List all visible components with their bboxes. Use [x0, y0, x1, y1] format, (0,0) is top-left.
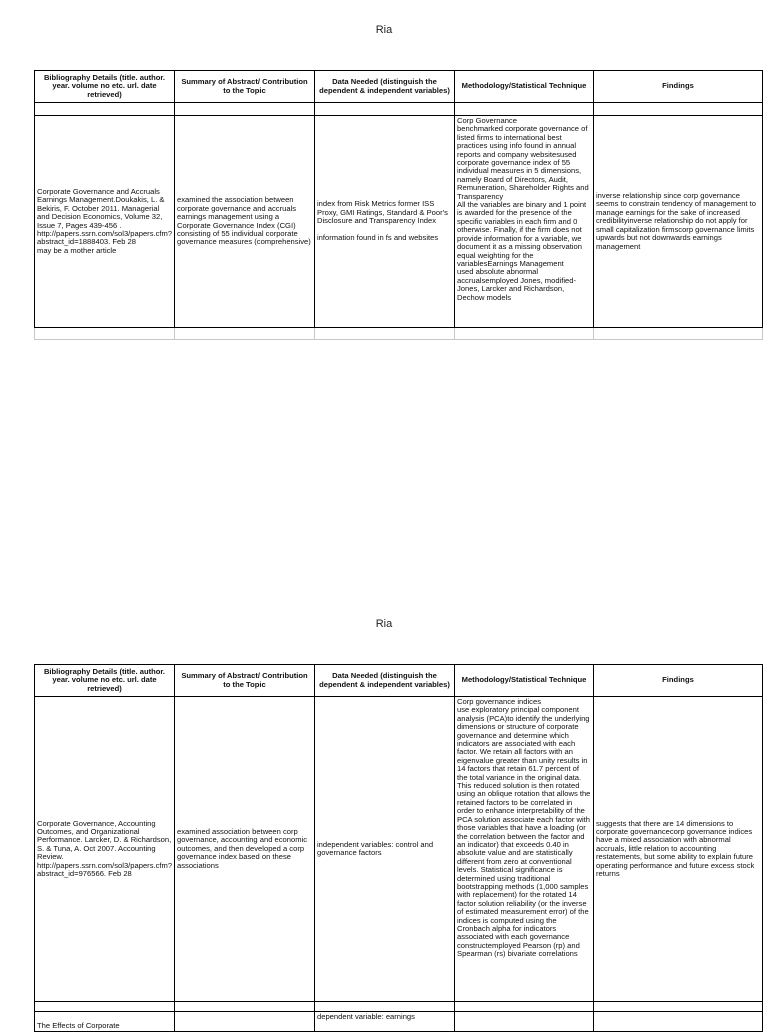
- header-methodology: Methodology/Statistical Technique: [455, 665, 594, 697]
- cell-findings: suggests that there are 14 dimensions to corporate governancecorp governance indices have a mixed association with abnormal accruals, little relation to accounting restatements, but some ability to explain future operating performance and future excess stock returns: [594, 697, 763, 1002]
- header-row: [35, 665, 763, 697]
- header-data-needed: Data Needed (distinguish the dependent & independent variables): [315, 71, 455, 103]
- cell-summary: examined the association between corporate governance and accruals earnings management using a Corporate Governance Index (CGI) consisting of 55 individual corporate governance measures (comprehensive): [175, 116, 315, 328]
- header-methodology: Methodology/Statistical Technique: [455, 71, 594, 103]
- cell-findings: [594, 1012, 763, 1032]
- cell-methodology: Corp Governance benchmarked corporate governance of listed firms to international best practices using info found in annual reports and company websitesused corporate governance index of 55 individual measures in 5 dimensions, namely Board of Directors, Audit, Remuneration, Shareholder Rights and Transparency All the variables are binary and 1 point is awarded for the presence of the specific variables in each firm and 0 otherwise. Finally, if the firm does not provide information for a variable, we document it as a missing observation equal weighting for the variablesEarnings Management used absolute abnormal accrualsemployed Jones, modified-Jones, Larcker and Richardson, Dechow models: [455, 116, 594, 328]
- table-row: [35, 697, 763, 1002]
- page-title: Ria: [375, 618, 393, 630]
- literature-table: [34, 664, 763, 1032]
- cell-bibliography: The Effects of Corporate: [35, 1012, 175, 1032]
- spacer-row: [35, 103, 763, 116]
- cell-data-needed: dependent variable: earnings: [315, 1012, 455, 1032]
- header-findings: Findings: [594, 665, 763, 697]
- header-bibliography: Bibliography Details (title. author. year. volume no etc. url. date retrieved): [35, 665, 175, 697]
- cell-summary: [175, 1012, 315, 1032]
- literature-table: [34, 70, 763, 340]
- table-row: [35, 1012, 763, 1032]
- cell-bibliography: Corporate Governance, Accounting Outcomes, and Organizational Performance. Larcker, D. & Richardson, S. & Tuna, A. Oct 2007. Accounting Review. http://papers.ssrn.com/sol3/papers.cfm?abstract_id=976566. Feb 28: [35, 697, 175, 1002]
- header-bibliography: Bibliography Details (title. author. year. volume no etc. url. date retrieved): [35, 71, 175, 103]
- cell-methodology: [455, 1012, 594, 1032]
- cell-data-needed: independent variables: control and governance factors: [315, 697, 455, 1002]
- header-findings: Findings: [594, 71, 763, 103]
- spacer-row: [35, 1002, 763, 1012]
- empty-row: [35, 328, 763, 340]
- cell-summary: examined association between corp governance, accounting and economic outcomes, and then developed a corp governance index based on these associations: [175, 697, 315, 1002]
- header-row: [35, 71, 763, 103]
- header-data-needed: Data Needed (distinguish the dependent & independent variables): [315, 665, 455, 697]
- cell-methodology: Corp governance indices use exploratory principal component analysis (PCA)to identify the underlying dimensions or structure of corporate governance and determine which indicators are associated with each factor. We retain all factors with an eigenvalue greater than unity results in 14 factors that retain 61.7 percent of the total variance in the original data. This reduced solution is then rotated using an oblique rotation that allows the retained factors to be correlated in order to enhance interpretability of the PCA solution associate each factor with those variables that have a loading (or the correlation between the factor and an indicator) that exceeds 0.40 in absolute value and are statistically different from zero at conventional levels. Statistical significance is determined using traditional bootstrapping methods (1,000 samples with replacement) for the rotated 14 factor solution reliability (or the inverse of estimated measurement error) of the indices is computed using the Cronbach alpha for indicators associated with each governance constructemployed Pearson (rp) and Spearman (rs) bivariate correlations: [455, 697, 594, 1002]
- cell-data-needed: index from Risk Metrics former ISS Proxy, GMI Ratings, Standard & Poor's Disclosure and Transparency Index information found in fs and websites: [315, 116, 455, 328]
- header-summary: Summary of Abstract/ Contribution to the Topic: [175, 665, 315, 697]
- header-summary: Summary of Abstract/ Contribution to the Topic: [175, 71, 315, 103]
- page-title: Ria: [375, 24, 393, 36]
- cell-bibliography: Corporate Governance and Accruals Earnings Management.Doukakis, L. & Bekiris, F. October 2011. Managerial and Decision Economics, Volume 32, Issue 7, Pages 439-456 . http://papers.ssrn.com/sol3/papers.cfm?abstract_id=1888403. Feb 28 may be a mother article: [35, 116, 175, 328]
- cell-findings: inverse relationship since corp governance seems to constrain tendency of management to manage earnings for the sake of increased credibilityinverse relationship do not apply for small capitalization firmscorp governance limits upwards but not downwards earnings management: [594, 116, 763, 328]
- table-row: [35, 116, 763, 328]
